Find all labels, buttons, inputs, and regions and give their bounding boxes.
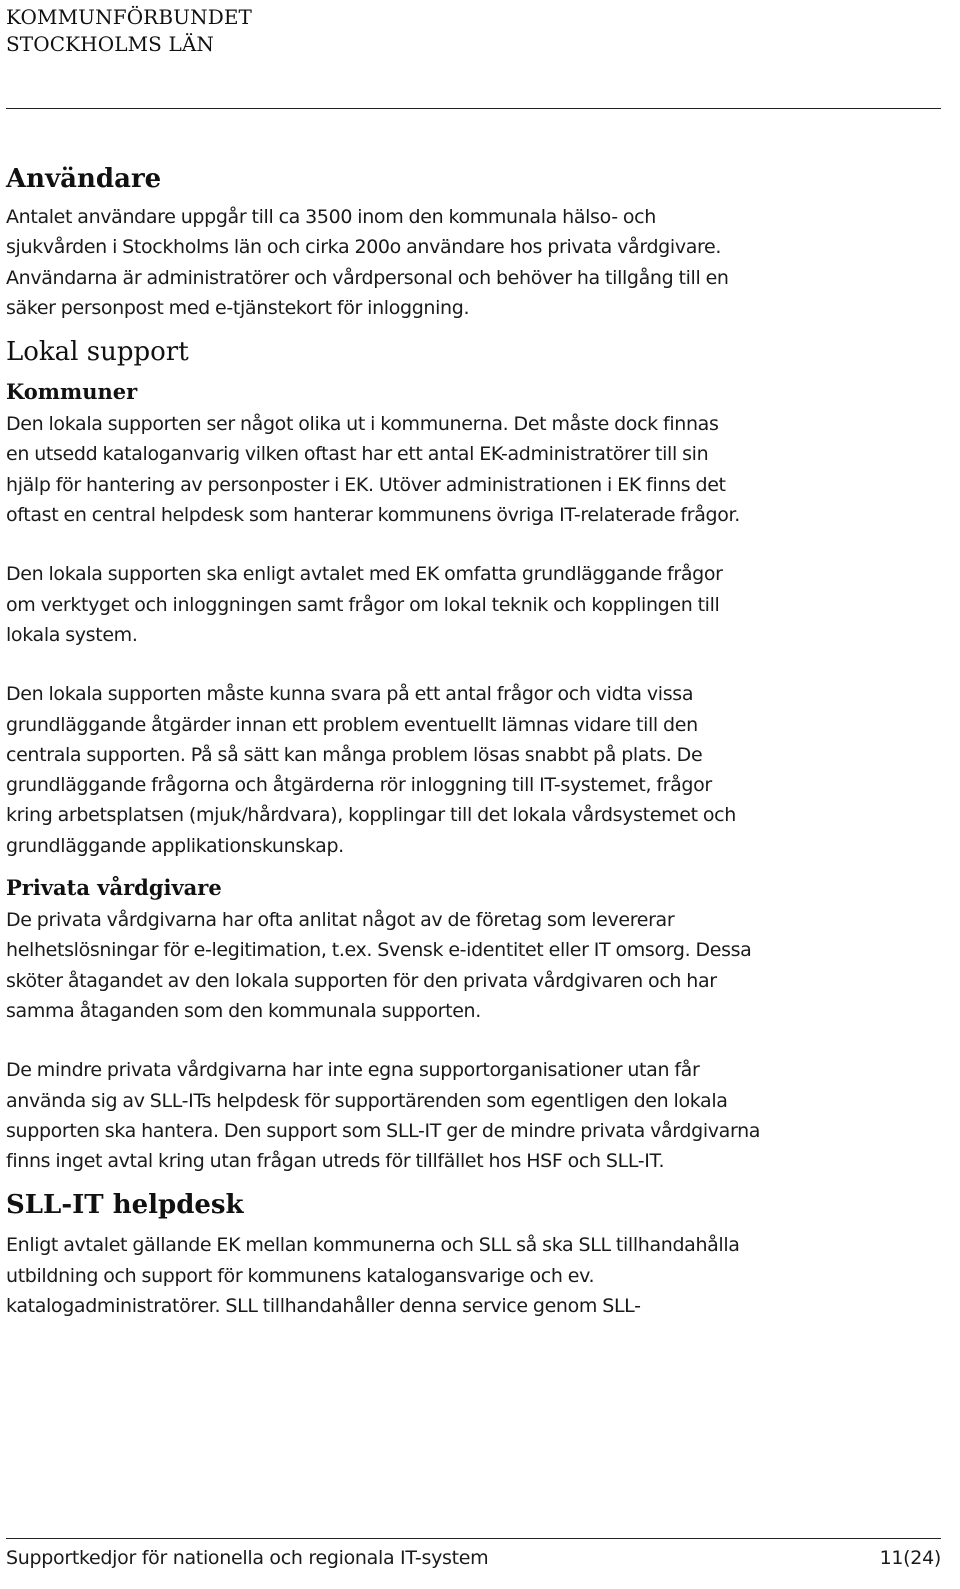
page-footer bbox=[6, 1538, 941, 1572]
paragraph-kommuner-3: Den lokala supporten måste kunna svara på ett antal frågor och vidta vissa grundläggande åtgärder innan ett problem eventuellt lämnas vidare till den centrala supporten. På så sätt kan många problem lösas snabbt på plats. De grundläggande frågorna och åtgärderna rör inloggning till IT-systemet, frågor kring arbetsplatsen (mjuk/hårdvara), kopplingar till det lokala vårdsystemet och grundläggande applikationskunskap. bbox=[6, 683, 736, 857]
organization-name: KOMMUNFÖRBUNDET STOCKHOLMS LÄN bbox=[6, 5, 252, 56]
paragraph-sll-it: Enligt avtalet gällande EK mellan kommunerna och SLL så ska SLL tillhandahålla utbildning och support för kommunens katalogansvarige och ev. katalogadministratörer. SLL tillhandahåller denna service genom SLL- bbox=[6, 1234, 740, 1318]
page-header bbox=[6, 4, 941, 58]
footer-row bbox=[6, 1539, 941, 1572]
document-title: Supportkedjor för nationella och regionala IT-system bbox=[6, 1547, 489, 1569]
header-divider bbox=[6, 108, 941, 109]
heading-lokal-support: Lokal support bbox=[6, 337, 189, 368]
heading-anvandare: Användare bbox=[6, 164, 162, 194]
heading-kommuner: Kommuner bbox=[6, 379, 138, 405]
heading-privata-vardgivare: Privata vårdgivare bbox=[6, 875, 222, 901]
document-body bbox=[6, 162, 936, 1350]
paragraph-privata-2: De mindre privata vårdgivarna har inte egna supportorganisationer utan får använda sig av SLL-ITs helpdesk för supportärenden som egentligen den lokala supporten ska hantera. Den support som SLL-IT ger de mindre privata vårdgivarna finns inget avtal kring utan frågan utreds för tillfället hos HSF och SLL-IT. bbox=[6, 1059, 761, 1173]
paragraph-kommuner-1: Den lokala supporten ser något olika ut i kommunerna. Det måste dock finnas en utsedd kataloganvarig vilken oftast har ett antal EK-administratörer till sin hjälp för hantering av personposter i EK. Utöver administrationen i EK finns det oftast en central helpdesk som hanterar kommunens övriga IT-relaterade frågor. bbox=[6, 413, 740, 527]
heading-sll-it-helpdesk: SLL-IT helpdesk bbox=[6, 1190, 244, 1221]
paragraph-kommuner-2: Den lokala supporten ska enligt avtalet med EK omfatta grundläggande frågor om verktyget och inloggningen samt frågor om lokal teknik och kopplingen till lokala system. bbox=[6, 563, 723, 646]
page-number: 11(24) bbox=[879, 1547, 941, 1569]
paragraph-privata-1: De privata vårdgivarna har ofta anlitat något av de företag som levererar helhetslösningar för e-legitimation, t.ex. Svensk e-identitet eller IT omsorg. Dessa sköter åtagandet av den lokala supporten för den privata vårdgivaren och har samma åtaganden som den kommunala supporten. bbox=[6, 909, 752, 1022]
paragraph-anvandare: Antalet användare uppgår till ca 3500 inom den kommunala hälso- och sjukvården i Stockholms län och cirka 200o användare hos privata vårdgivare. Användarna är administratörer och vårdpersonal och behöver ha tillgång till en säker personpost med e-tjänstekort för inloggning. bbox=[6, 206, 729, 319]
